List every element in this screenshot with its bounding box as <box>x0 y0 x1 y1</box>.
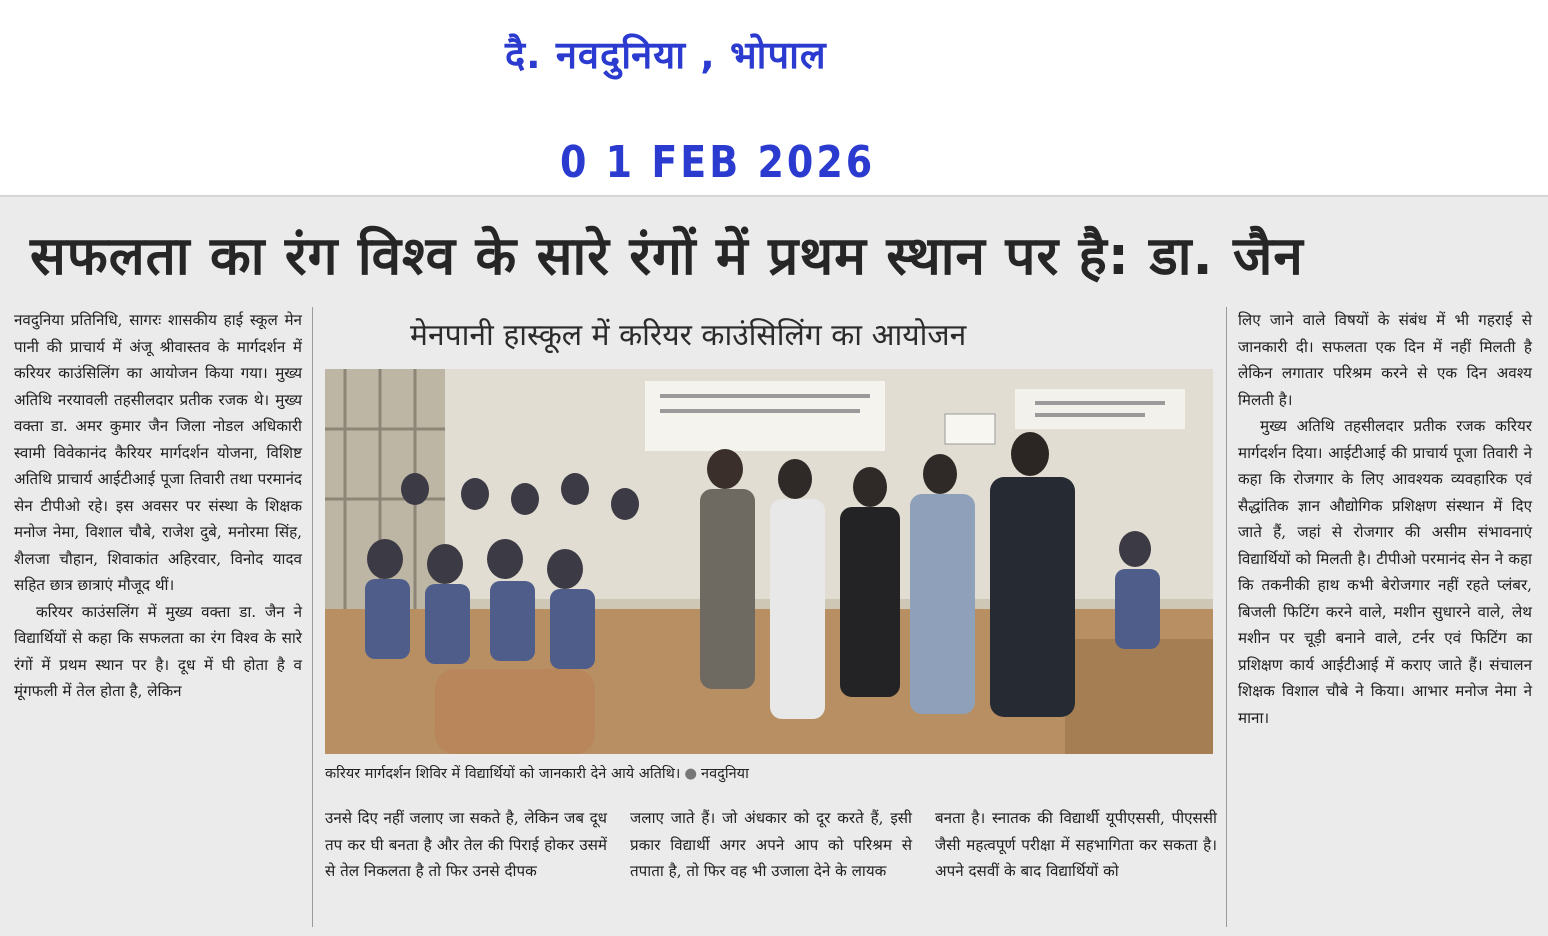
column-5-paragraph-2: मुख्य अतिथि तहसीलदार प्रतीक रजक करियर मार्गदर्शन दिया। आईटीआई की प्राचार्य पूजा तिवारी ने कहा कि रोजगार के लिए आवश्यक व्यवहारिक एवं सैद्धांतिक ज्ञान औद्योगिक प्रशिक्षण संस्थान में दिए जाते हैं, जहां से रोजगार की असीम संभावनाएं विद्यार्थियों को मिलती है। टीपीओ परमानंद सेन ने कहा कि तकनीकी हाथ कभी बेरोजगार नहीं रहते प्लंबर, बिजली फिटिंग करने वाले, मशीन सुधारने वाले, लेथ मशीन पर चूड़ी बनाने वाले, टर्नर एवं फिटिंग का प्रशिक्षण कार्य आईटीआई में कराए जाते हैं। संचालन शिक्षक विशाल चौबे ने किया। आभार मनोज नेमा ने माना। <box>1238 417 1532 727</box>
photo-caption <box>325 763 1213 783</box>
column-1-paragraph-2: करियर काउंसलिंग में मुख्य वक्ता डा. जैन ने विद्यार्थियों से कहा कि सफलता का रंग विश्व के सारे रंगों में प्रथम स्थान पर है। दूध में घी होता है व मूंगफली में तेल होता है, लेकिन <box>14 602 302 700</box>
photo-credit: नवदुनिया <box>701 766 749 782</box>
newspaper-clipping <box>0 195 1548 936</box>
credit-bullet-icon: ● <box>684 766 698 782</box>
column-divider <box>312 307 313 927</box>
article-headline: सफलता का रंग विश्व के सारे रंगों में प्रथम स्थान पर है: डा. जैन <box>30 226 1304 287</box>
article-subheadline: मेनपानी हास्कूल में करियर काउंसिलिंग का आयोजन <box>410 318 967 353</box>
photo-caption-text: करियर मार्गदर्शन शिविर में विद्यार्थियों को जानकारी देने आये अतिथि। <box>325 766 681 782</box>
event-photo <box>325 369 1213 754</box>
article-column-5 <box>1238 307 1532 731</box>
article-column-2 <box>325 805 607 885</box>
newspaper-name-stamp: दै. नवदुनिया , भोपाल <box>505 33 827 77</box>
article-column-3 <box>630 805 912 885</box>
column-5-paragraph-1: लिए जाने वाले विषयों के संबंध में भी गहराई से जानकारी दी। सफलता एक दिन में नहीं मिलती है लेकिन लगातार परिश्रम करने से एक दिन अवश्य मिलती है। <box>1238 311 1532 409</box>
date-stamp: 0 1 FEB 2026 <box>560 136 876 188</box>
article-column-1 <box>14 307 302 705</box>
column-4-text: बनता है। स्नातक की विद्यार्थी यूपीएससी, पीएससी जैसी महत्वपूर्ण परीक्षा में सहभागिता कर सकता है। अपने दसवीं के बाद विद्यार्थियों को <box>935 809 1217 880</box>
article-column-4 <box>935 805 1217 885</box>
column-divider <box>1226 307 1227 927</box>
column-2-text: उनसे दिए नहीं जलाए जा सकते है, लेकिन जब दूध तप कर घी बनता है और तेल की पिराई होकर उसमें से तेल निकलता है तो फिर उनसे दीपक <box>325 809 607 880</box>
column-3-text: जलाए जाते हैं। जो अंधकार को दूर करते हैं, इसी प्रकार विद्यार्थी अगर अपने आप को परिश्रम से तपाता है, तो फिर वह भी उजाला देने के लायक <box>630 809 912 880</box>
column-1-paragraph-1: नवदुनिया प्रतिनिधि, सागरः शासकीय हाई स्कूल मेन पानी की प्राचार्य में अंजू श्रीवास्तव के मार्गदर्शन में करियर काउंसिलिंग का आयोजन किया गया। मुख्य अतिथि नरयावली तहसीलदार प्रतीक रजक थे। मुख्य वक्ता डा. अमर कुमार जैन जिला नोडल अधिकारी स्वामी विवेकानंद कैरियर मार्गदर्शन योजना, विशिष्ट अतिथि प्राचार्य आईटीआई पूजा तिवारी तथा परमानंद सेन टीपीओ रहे। इस अवसर पर संस्था के शिक्षक मनोज नेमा, विशाल चौबे, राजेश दुबे, मनोरमा सिंह, शैलजा चौहान, शिवाकांत अहिरवार, विनोद यादव सहित छात्र छात्राएं मौजूद थीं। <box>14 311 302 594</box>
